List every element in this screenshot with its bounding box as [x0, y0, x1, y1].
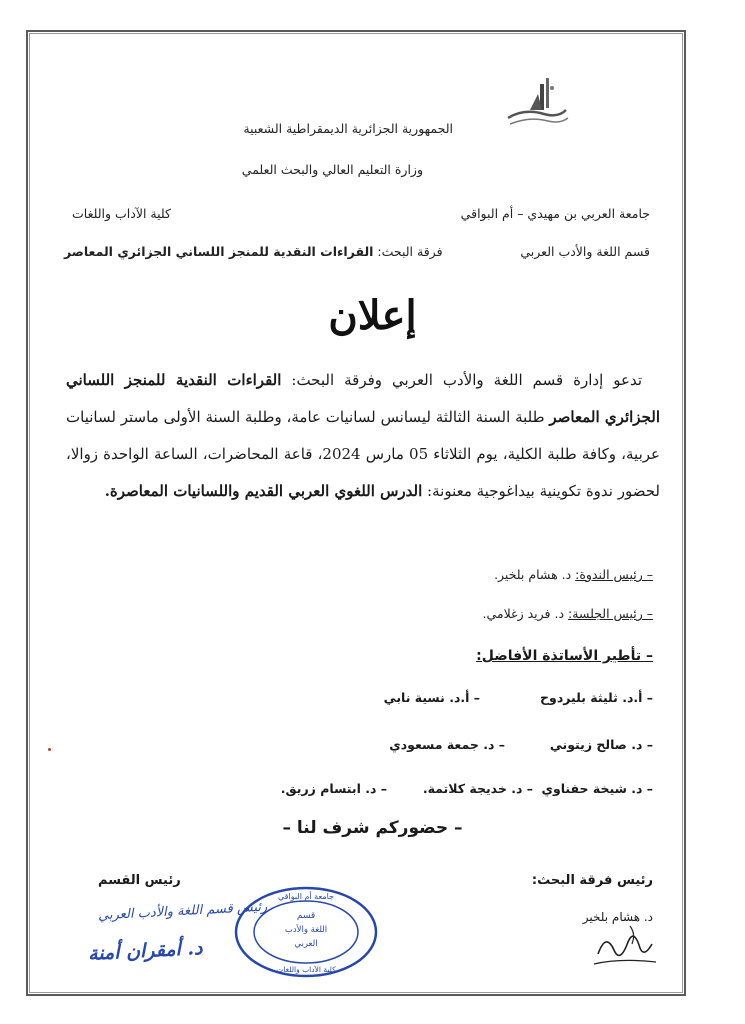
symposium-chair-label: – رئيس الندوة: [575, 567, 653, 582]
official-stamp-icon [232, 884, 380, 980]
supervision-heading: – تأطير الأساتذة الأفاضل: [476, 648, 653, 664]
member-5: – د. شيخة حفناوي [541, 781, 653, 796]
stamp-line-2: اللغة والأدب [284, 925, 328, 935]
dept-head-handwritten-name: د. أمقران أمنة [87, 937, 203, 965]
page-border-inner [29, 33, 683, 993]
research-team-name: القراءات النقدية للمنجز اللساني الجزائري المعاصر [64, 244, 374, 259]
member-2: – أ.د. نسية نابي [383, 690, 480, 705]
symposium-chair-value: د. هشام بلخير. [494, 567, 576, 582]
team-head-label: رئيس فرقة البحث: [531, 873, 653, 888]
body-part-3: طلبة السنة الثالثة ليسانس لسانيات عامة، وطلبة السنة الأولى ماستر لسانيات عربية، وكافة طلبة الكلية، يوم الثلاثاء 05 مارس 2024، قاعة المحاضرات، الساعة الواحدة زوالا، لحضور ندوة تكوينية بيداغوجية معنونة: [66, 408, 660, 500]
member-4: – د. جمعة مسعودي [389, 737, 505, 752]
university-line: جامعة العربي بن مهيدي – أم البواقي [460, 206, 650, 221]
member-7: – د. ابتسام زريق. [280, 781, 387, 796]
member-6: – د. خديجة كلاتمة. [422, 781, 533, 796]
body-research-team-name: القراءات النقدية للمنجز اللساني الجزائري المعاصر [66, 371, 660, 426]
symposium-chair-line [494, 567, 653, 582]
stamp-line-3: العربي [294, 939, 318, 949]
member-3: – د. صالح زيتوني [549, 737, 653, 752]
stamp-line-1: قسم [296, 911, 316, 921]
team-head-name: د. هشام بلخير [582, 910, 653, 924]
republic-line: الجمهورية الجزائرية الديمقراطية الشعبية [243, 121, 453, 136]
session-chair-value: د. فريد زغلامي. [482, 606, 569, 621]
department-line: قسم اللغة والأدب العربي [520, 244, 650, 259]
signature-icon [590, 914, 660, 974]
announcement-body [66, 362, 660, 510]
closing-line: – حضوركم شرف لنا – [282, 818, 463, 838]
member-1: – أ.د. ثليثة بليردوح [540, 690, 653, 705]
body-part-1: تدعو إدارة قسم اللغة والأدب العربي وفرقة البحث: [281, 371, 642, 389]
faculty-line: كلية الآداب واللغات [72, 206, 171, 221]
body-symposium-title: الدرس اللغوي العربي القديم واللسانيات المعاصرة. [104, 482, 423, 500]
dept-head-handwritten-title: رئيس قسم اللغة والأدب العربي [97, 899, 268, 924]
dept-head-label: رئيس القسم [98, 873, 181, 888]
stamp-bottom-text: كلية الآداب واللغات [276, 965, 336, 974]
session-chair-line [483, 606, 653, 621]
scan-speck [48, 748, 51, 751]
session-chair-label: – رئيس الجلسة: [568, 606, 653, 621]
research-team-prefix: فرقة البحث: [377, 244, 443, 259]
ministry-line: وزارة التعليم العالي والبحث العلمي [241, 162, 423, 177]
announcement-title: إعلان [328, 292, 417, 339]
research-team-line [64, 244, 443, 259]
stamp-top-text: جامعة أم البواقي [278, 892, 334, 901]
university-logo-icon [500, 74, 572, 134]
